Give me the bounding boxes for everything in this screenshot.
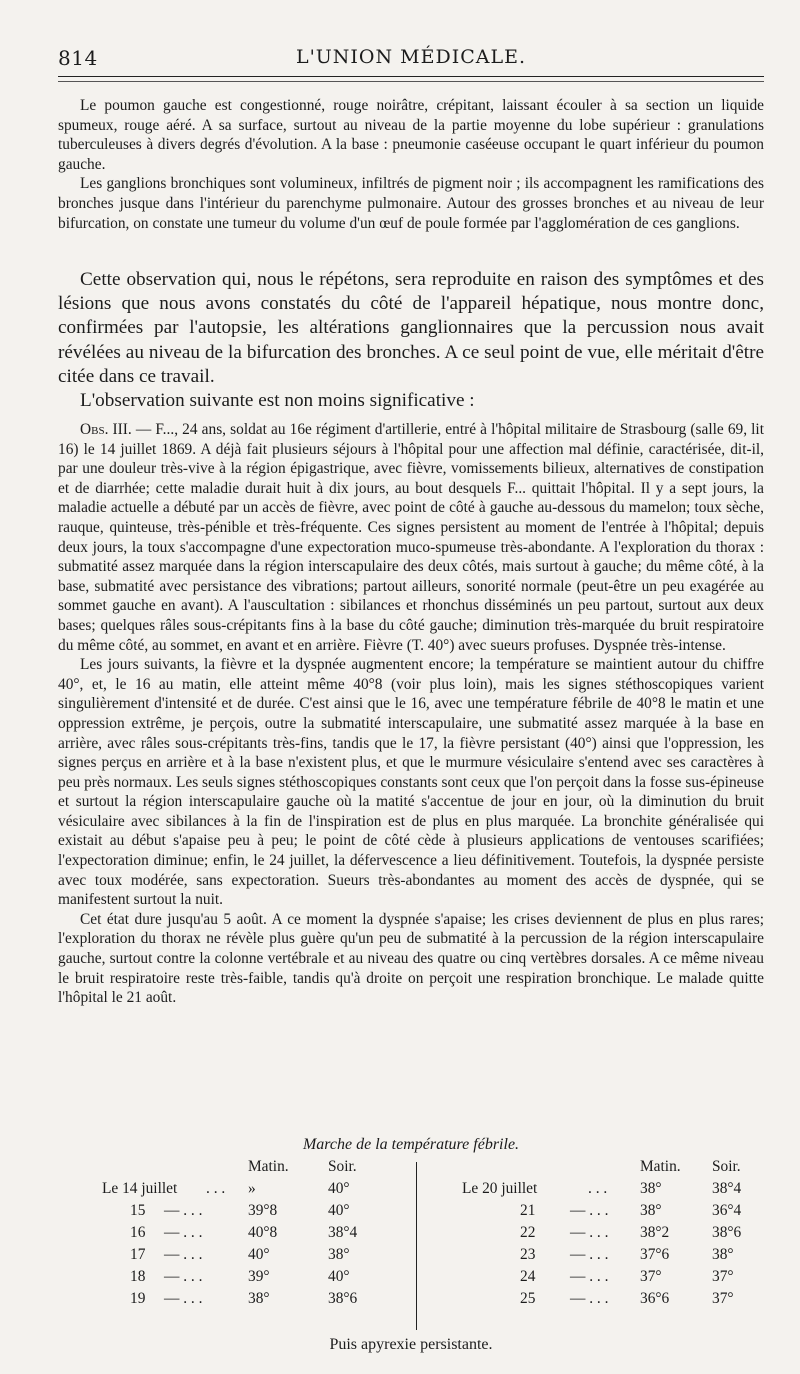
- running-title: L'UNION MÉDICALE.: [295, 46, 527, 68]
- row-matin: 40°: [248, 1246, 270, 1263]
- row-date: 23: [520, 1246, 536, 1263]
- row-dash: — . . .: [164, 1268, 203, 1285]
- row-soir: 40°: [328, 1180, 350, 1197]
- column-header-matin: Matin.: [248, 1158, 289, 1175]
- row-dash: — . . .: [164, 1224, 203, 1241]
- table-row: [102, 1180, 402, 1202]
- row-dash: — . . .: [570, 1268, 609, 1285]
- row-soir: 37°: [712, 1268, 734, 1285]
- row-date: 18: [130, 1268, 146, 1285]
- temperature-table: [58, 1158, 764, 1328]
- commentary: [58, 268, 764, 413]
- row-date: 16: [130, 1224, 146, 1241]
- row-soir: 38°4: [328, 1224, 358, 1241]
- row-matin: 38°: [248, 1290, 270, 1307]
- table-header-right: [462, 1158, 762, 1180]
- table-row: [462, 1290, 762, 1312]
- observation-paragraph-1: [58, 420, 764, 655]
- autopsy-findings: [58, 96, 764, 233]
- row-dash: — . . .: [164, 1202, 203, 1219]
- row-matin: 39°: [248, 1268, 270, 1285]
- table-row: [462, 1268, 762, 1290]
- paragraph-next-observation: L'observation suivante est non moins significative :: [80, 390, 475, 412]
- table-row: [462, 1246, 762, 1268]
- row-soir: 37°: [712, 1290, 734, 1307]
- row-matin: 37°6: [640, 1246, 670, 1263]
- header-rule: [58, 76, 764, 77]
- row-matin: 40°8: [248, 1224, 278, 1241]
- row-soir: 40°: [328, 1202, 350, 1219]
- table-row: [462, 1224, 762, 1246]
- observation-paragraph-2: Les jours suivants, la fièvre et la dyspnée augmentent encore; la température se maintient autour du chiffre 40°, et, le 16 au matin, elle atteint même 40°8 (voir plus loin), mais les signes stéthoscopiques varient singulièrement d'intensité et de durée. C'est ainsi que le 16, avec une température fébrile de 40°8 le matin et une oppression extrême, je perçois, outre la submatité interscapulaire, une submatité assez marquée à la base en arrière, avec râles sous-crépitants très-fins, tandis que le 17, la fièvre persistant (40°) ainsi que l'oppression, les signes perçus en arrière et à la base n'existent plus, et que le murmure vésiculaire s'entend avec ses caractères à peu près normaux. Les seuls signes stéthoscopiques constants sont ceux que l'on perçoit dans la fosse sus-épineuse et surtout la région interscapulaire gauche où la matité s'accentue de jour en jour, où la diminution du bruit vésiculaire avec sibilances à la fin de l'inspiration est de plus en plus marquée. La bronchite généralisée qui existait au début s'apaise peu à peu; le point de côté cède à plusieurs applications de ventouses scarifiées; l'expectoration diminue; enfin, le 24 juillet, la défervescence a lieu définitivement. Toutefois, la dyspnée persiste avec toux modérée, sans expectoration. Sueurs très-abondantes au moment des accès de dyspnée, qui se manifestent surtout la nuit.: [58, 656, 764, 909]
- row-soir: 38°: [328, 1246, 350, 1263]
- table-row: [102, 1246, 402, 1268]
- column-header-matin: Matin.: [640, 1158, 681, 1175]
- row-date: 21: [520, 1202, 536, 1219]
- row-matin: »: [248, 1180, 256, 1197]
- row-dash: — . . .: [570, 1224, 609, 1241]
- table-row: [102, 1202, 402, 1224]
- row-date: 25: [520, 1290, 536, 1307]
- row-date: 24: [520, 1268, 536, 1285]
- column-header-soir: Soir.: [328, 1158, 357, 1175]
- table-row: [462, 1202, 762, 1224]
- row-soir: 38°4: [712, 1180, 742, 1197]
- row-soir: 36°4: [712, 1202, 742, 1219]
- column-header-soir: Soir.: [712, 1158, 741, 1175]
- row-dash: . . .: [206, 1180, 226, 1197]
- page-header: [58, 40, 764, 74]
- row-soir: 38°6: [712, 1224, 742, 1241]
- row-soir: 38°6: [328, 1290, 358, 1307]
- table-header-left: [102, 1158, 402, 1180]
- row-date: 15: [130, 1202, 146, 1219]
- row-soir: 38°: [712, 1246, 734, 1263]
- row-dash: — . . .: [570, 1202, 609, 1219]
- row-date: 17: [130, 1246, 146, 1263]
- page-number: 814: [58, 46, 98, 70]
- row-soir: 40°: [328, 1268, 350, 1285]
- table-row: [102, 1290, 402, 1312]
- row-dash: — . . .: [570, 1290, 609, 1307]
- row-dash: — . . .: [570, 1246, 609, 1263]
- table-row: [102, 1224, 402, 1246]
- row-dash: — . . .: [164, 1290, 203, 1307]
- paragraph-bronchial-ganglia: Les ganglions bronchiques sont volumineux, infiltrés de pigment noir ; ils accompagnent les ramifications des bronches jusque dans l'intérieur du parenchyme pulmonaire. Autour des grosses bronches et au niveau de leur bifurcation, on constate une tumeur du volume d'un œuf de poule formée par l'agglomération de ces ganglions.: [58, 175, 764, 232]
- row-dash: . . .: [588, 1180, 608, 1197]
- row-date: Le 14 juillet: [102, 1180, 178, 1197]
- observation-label: Obs. III.: [80, 421, 132, 438]
- observation-three: [58, 420, 764, 1008]
- observation-text-1: — F..., 24 ans, soldat au 16e régiment d'artillerie, entré à l'hôpital militaire de Strasbourg (salle 69, lit 16) le 14 juillet 1869. A déjà fait plusieurs séjours à l'hôpital pour une affection mal définie, caractérisée, dit-il, par une douleur très-vive à la région épigastrique, avec fièvre, vomissements bilieux, alternatives de constipation et de diarrhée; cette maladie durait huit à dix jours, au bout desquels F... quittait l'hôpital. Il y a sept jours, la maladie actuelle a débuté par un accès de fièvre, avec point de côté à gauche au-dessous du mamelon; toux sèche, rauque, quinteuse, très-pénible et très-fréquente. Ces signes persistent au moment de l'entrée à l'hôpital; depuis deux jours, la toux s'accompagne d'une expectoration muco-spumeuse très-abondante. A l'exploration du thorax : submatité assez marquée dans la région interscapulaire des deux côtés, mais surtout à gauche; du même côté, à la base, submatité avec persistance des vibrations; partout ailleurs, sonorité normale (peut-être un peu exagérée au sommet gauche en avant). A l'auscultation : sibilances et rhonchus disséminés un peu partout, surtout aux deux bases; quelques râles sous-crépitants fins à la base du côté gauche; diminution très-marquée du bruit respiratoire du même côté, au sommet, en avant et en arrière. Fièvre (T. 40°) avec sueurs profuses. Dyspnée très-intense.: [58, 421, 764, 654]
- header-rule-thin: [58, 81, 764, 82]
- table-footer-note: Puis apyrexie persistante.: [329, 1336, 493, 1353]
- row-date: 19: [130, 1290, 146, 1307]
- table-divider: [416, 1162, 417, 1330]
- paragraph-left-lung: Le poumon gauche est congestionné, rouge noirâtre, crépitant, laissant écouler à sa section un liquide spumeux, rouge aéré. A sa surface, surtout au niveau de la partie moyenne du lobe supérieur : granulations tuberculeuses à divers degrés d'évolution. A la base : pneumonie caséeuse occupant le quart inférieur du poumon gauche.: [58, 97, 764, 173]
- document-page: [58, 40, 764, 1353]
- temperature-table-right: [462, 1158, 762, 1312]
- row-matin: 39°8: [248, 1202, 278, 1219]
- temperature-table-title: Marche de la température fébrile.: [302, 1136, 520, 1153]
- paragraph-commentary: Cette observation qui, nous le répétons, sera reproduite en raison des symptômes et des lésions que nous avons constatés du côté de l'appareil hépatique, nous montre donc, confirmées par l'autopsie, les altérations ganglionnaires que la percussion nous avait révélées au niveau de la bifurcation des bronches. A ce seul point de vue, elle méritait d'être citée dans ce travail.: [58, 269, 764, 387]
- row-matin: 38°: [640, 1180, 662, 1197]
- row-matin: 38°2: [640, 1224, 670, 1241]
- row-matin: 38°: [640, 1202, 662, 1219]
- row-dash: — . . .: [164, 1246, 203, 1263]
- temperature-table-left: [102, 1158, 402, 1312]
- observation-paragraph-3: Cet état dure jusqu'au 5 août. A ce moment la dyspnée s'apaise; les crises deviennent de plus en plus rares; l'exploration du thorax ne révèle plus guère qu'un peu de submatité à la percussion de la région interscapulaire gauche, surtout contre la colonne vertébrale et au niveau des quatre ou cinq vertèbres dorsales. A ce même niveau le bruit respiratoire reste très-faible, tandis qu'à droite on perçoit une respiration bronchique. Le malade quitte l'hôpital le 21 août.: [58, 910, 764, 1007]
- row-date: 22: [520, 1224, 536, 1241]
- row-matin: 36°6: [640, 1290, 670, 1307]
- row-matin: 37°: [640, 1268, 662, 1285]
- table-row: [462, 1180, 762, 1202]
- row-date: Le 20 juillet: [462, 1180, 538, 1197]
- table-row: [102, 1268, 402, 1290]
